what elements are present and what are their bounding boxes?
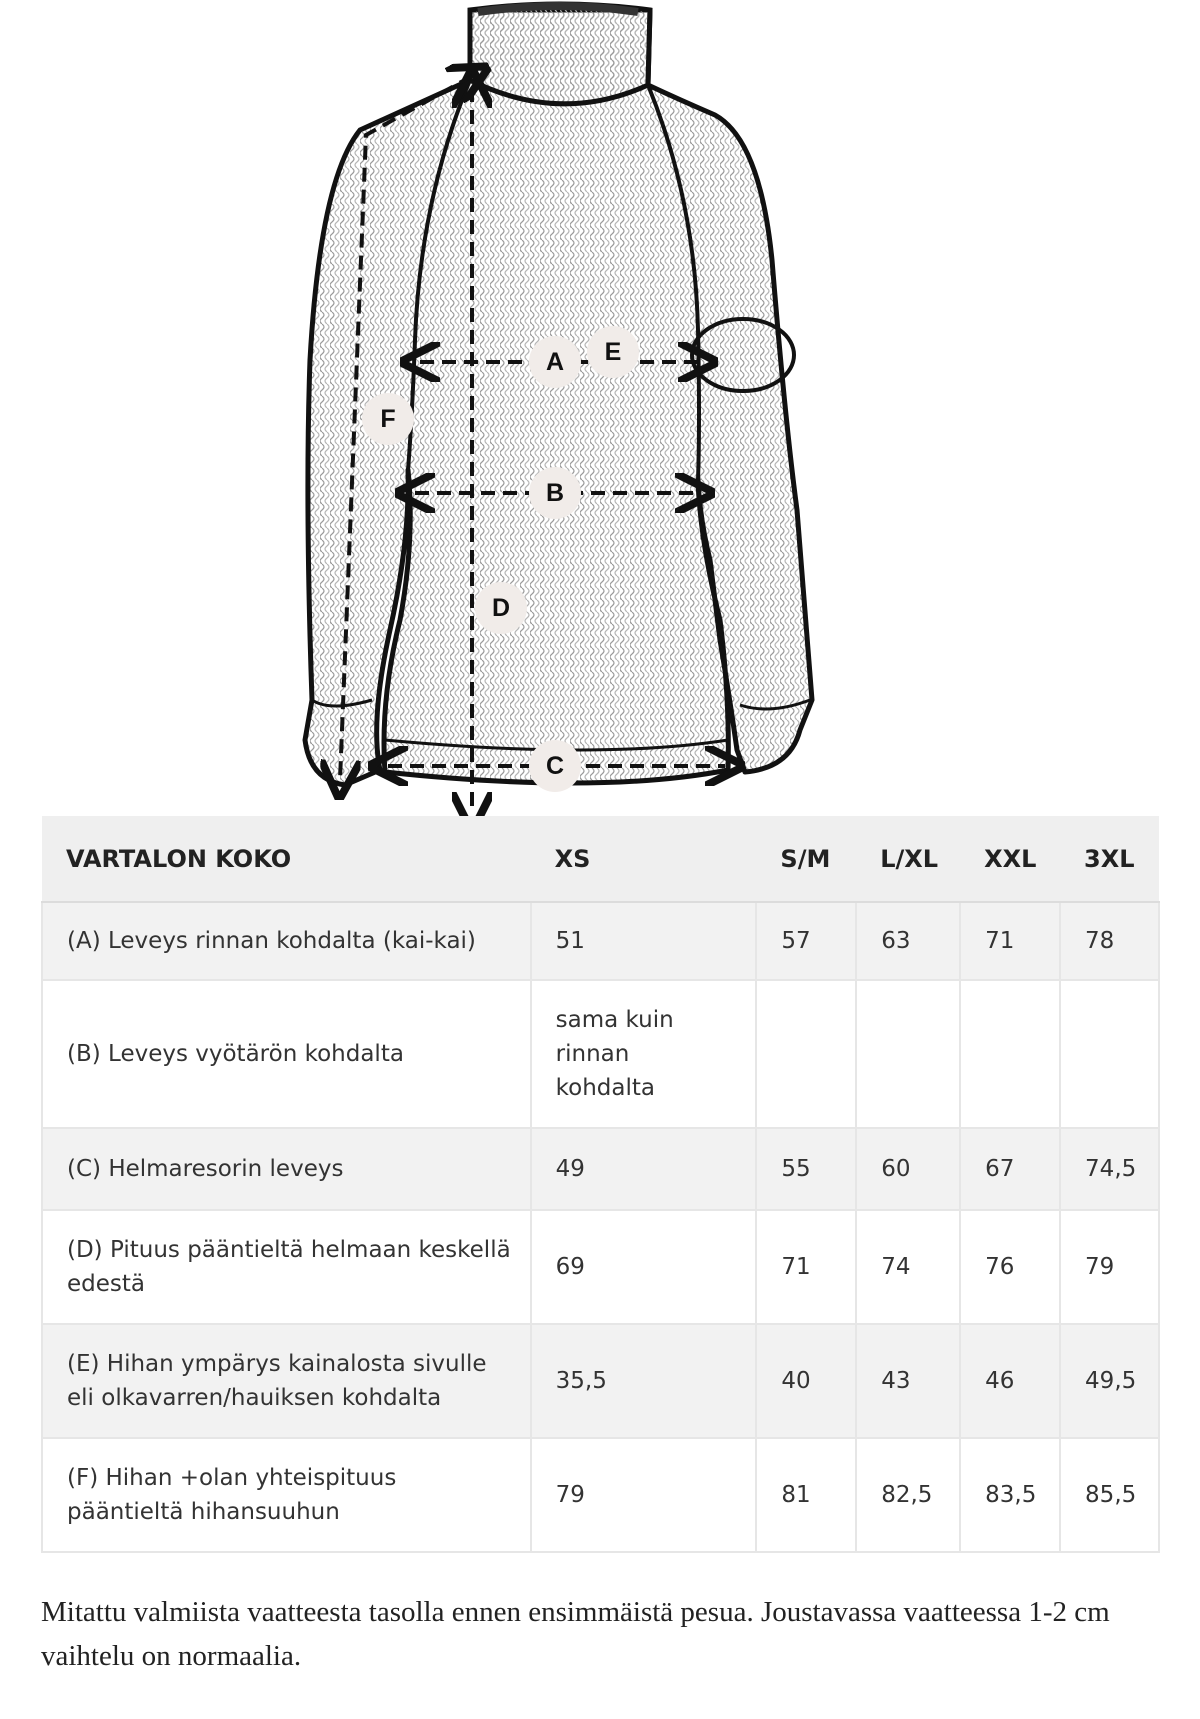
cell-sm: 57 xyxy=(756,902,856,980)
cell-lxl: 82,5 xyxy=(856,1438,960,1552)
cell-xxl xyxy=(960,980,1060,1128)
size-table xyxy=(41,816,1160,1553)
cell-3xl: 74,5 xyxy=(1060,1128,1159,1210)
cell-lxl: 63 xyxy=(856,902,960,980)
table-row xyxy=(42,902,1159,980)
label-f-badge: F xyxy=(362,393,414,445)
cell-3xl xyxy=(1060,980,1159,1128)
table-header-row xyxy=(42,816,1159,902)
table-row xyxy=(42,1324,1159,1438)
cell-sm: 55 xyxy=(756,1128,856,1210)
row-label: (D) Pituus pääntieltä helmaan keskellä edestä xyxy=(42,1210,531,1324)
sweater-diagram xyxy=(300,0,900,830)
cell-3xl: 49,5 xyxy=(1060,1324,1159,1438)
row-label: (A) Leveys rinnan kohdalta (kai-kai) xyxy=(42,902,531,980)
cell-sm: 71 xyxy=(756,1210,856,1324)
table-row xyxy=(42,1210,1159,1324)
header-lxl: L/XL xyxy=(856,816,960,902)
cell-xs: 35,5 xyxy=(531,1324,757,1438)
cell-lxl xyxy=(856,980,960,1128)
cell-xxl: 46 xyxy=(960,1324,1060,1438)
cell-sm: 81 xyxy=(756,1438,856,1552)
row-label: (B) Leveys vyötärön kohdalta xyxy=(42,980,531,1128)
cell-xxl: 71 xyxy=(960,902,1060,980)
cell-xxl: 67 xyxy=(960,1128,1060,1210)
row-label: (E) Hihan ympärys kainalosta sivulle eli olkavarren/hauiksen kohdalta xyxy=(42,1324,531,1438)
cell-xxl: 76 xyxy=(960,1210,1060,1324)
row-label: (C) Helmaresorin leveys xyxy=(42,1128,531,1210)
cell-3xl: 79 xyxy=(1060,1210,1159,1324)
header-xxl: XXL xyxy=(960,816,1060,902)
label-e-badge: E xyxy=(587,326,639,378)
label-a-badge: A xyxy=(529,336,581,388)
measurement-note: Mitattu valmiista vaatteesta tasolla ennen ensimmäistä pesua. Joustavassa vaatteessa 1-2 cm vaihtelu on normaalia. xyxy=(41,1596,1110,1672)
cell-xxl: 83,5 xyxy=(960,1438,1060,1552)
row-label: (F) Hihan +olan yhteispituus pääntieltä hihansuuhun xyxy=(42,1438,531,1552)
cell-3xl: 78 xyxy=(1060,902,1159,980)
cell-3xl: 85,5 xyxy=(1060,1438,1159,1552)
cell-lxl: 74 xyxy=(856,1210,960,1324)
label-b-badge: B xyxy=(529,467,581,519)
table-row xyxy=(42,1438,1159,1552)
header-xs: XS xyxy=(531,816,757,902)
header-3xl: 3XL xyxy=(1060,816,1159,902)
cell-sm: 40 xyxy=(756,1324,856,1438)
cell-xs: 49 xyxy=(531,1128,757,1210)
table-row xyxy=(42,980,1159,1128)
label-c-badge: C xyxy=(529,740,581,792)
cell-lxl: 60 xyxy=(856,1128,960,1210)
cell-xs: 79 xyxy=(531,1438,757,1552)
table-row xyxy=(42,1128,1159,1210)
cell-xs: sama kuin rinnan kohdalta xyxy=(531,980,757,1128)
header-body-size: VARTALON KOKO xyxy=(42,816,531,902)
cell-lxl: 43 xyxy=(856,1324,960,1438)
label-d-badge: D xyxy=(475,582,527,634)
cell-xs: 51 xyxy=(531,902,757,980)
cell-xs: 69 xyxy=(531,1210,757,1324)
cell-sm xyxy=(756,980,856,1128)
header-sm: S/M xyxy=(756,816,856,902)
